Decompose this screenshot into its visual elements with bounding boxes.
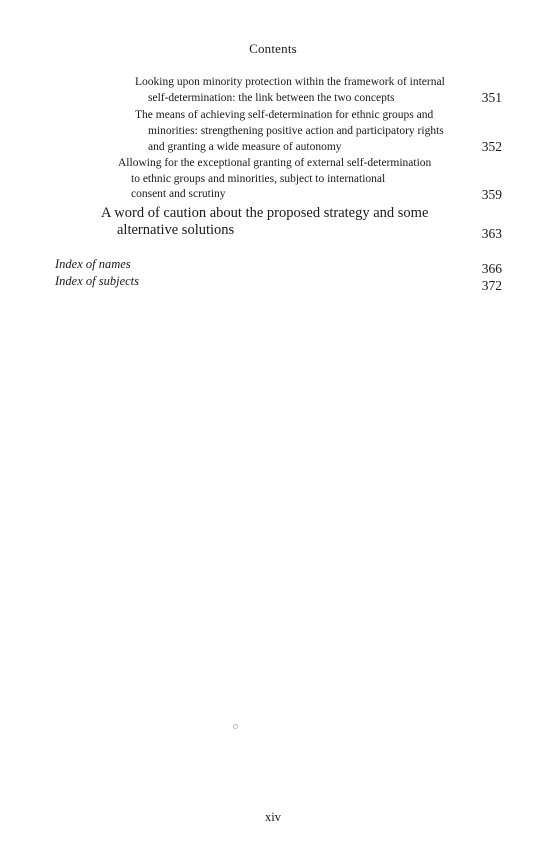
toc-entry-line: self-determination: the link between the two concepts	[148, 92, 395, 104]
index-page-number: 372	[481, 278, 502, 293]
running-head: Contents	[249, 41, 297, 56]
toc-page-number: 359	[481, 187, 502, 202]
toc-entry-line: to ethnic groups and minorities, subject to international	[131, 173, 386, 185]
toc-entry-line: The means of achieving self-determination for ethnic groups and	[135, 109, 434, 121]
toc-entry-line: consent and scrutiny	[131, 188, 226, 200]
toc-entry-line: A word of caution about the proposed strategy and some	[101, 205, 429, 221]
toc-entry-line: alternative solutions	[117, 222, 235, 238]
page-folio: xiv	[265, 810, 281, 824]
toc-page-number: 352	[481, 139, 502, 154]
toc-page-number: 363	[481, 226, 502, 241]
index-entry-title: Index of subjects	[55, 274, 140, 288]
index-entry-title: Index of names	[55, 257, 131, 271]
toc-page-number: 351	[481, 90, 502, 105]
index-page-number: 366	[481, 261, 502, 276]
paper-speck	[233, 724, 238, 729]
toc-entry-line: minorities: strengthening positive action and participatory rights	[148, 125, 444, 137]
toc-entry-line: Allowing for the exceptional granting of external self-determination	[118, 157, 432, 169]
toc-entry-line: and granting a wide measure of autonomy	[148, 141, 342, 153]
toc-entry-line: Looking upon minority protection within the framework of internal	[135, 76, 445, 88]
